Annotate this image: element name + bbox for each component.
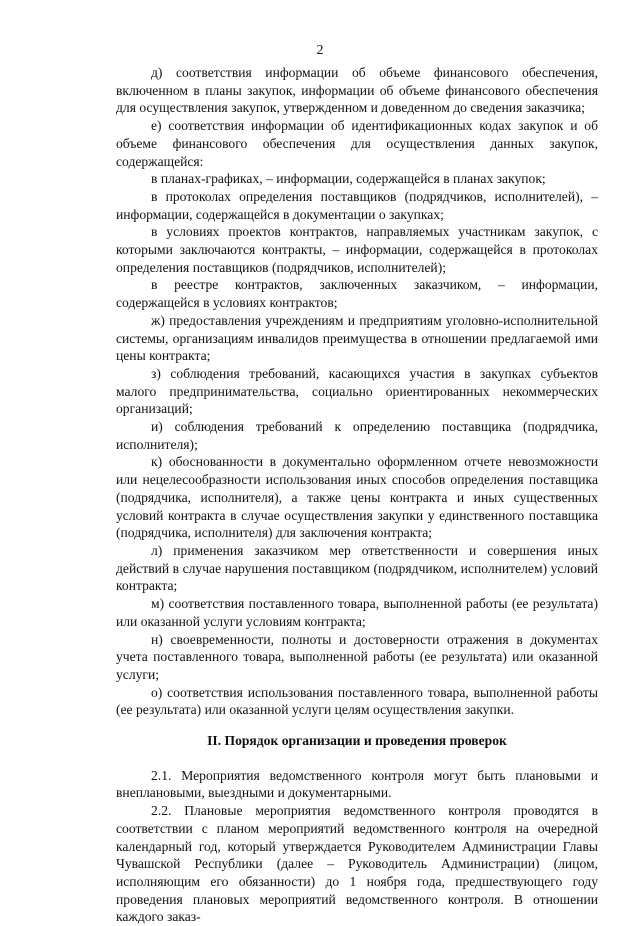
paragraph-item-m: м) соответствия поставленного товара, выполненной работы (ее результата) или оказанной услуги условиям контракта; [116,596,598,629]
paragraph-item-o: о) соответствия использования поставленного товара, выполненной работы (ее результата) или оказанной услуги целям осуществления закупки. [116,684,598,718]
paragraph-item-zh: ж) предоставления учреждениям и предприятиям уголовно-исполнительной системы, организациям инвалидов преимущества в отношении предлагаемой ими цены контракта; [116,312,598,364]
paragraph-item-k: к) обоснованности в документально оформленном отчете невозможности или нецелесообразности использования иных способов определения поставщика (подрядчика, исполнителя), а также цены контракта и иных существенных условий контракта в случае осуществления закупки у единственного поставщика (подрядчика, исполнителя) для заключения контракта; [116,454,598,541]
paragraph-item-l: л) применения заказчиком мер ответственности и совершения иных действий в случае нарушения поставщиком (подрядчиком, исполнителем) условий контракта; [116,542,598,594]
paragraph-item-i: и) соблюдения требований к определению поставщика (подрядчика, исполнителя); [116,419,598,452]
document-body [116,64,598,926]
section-heading: II. Порядок организации и проведения проверок [207,733,507,749]
paragraph-contract-registry: в реестре контрактов, заключенных заказчиком, – информации, содержащейся в условиях контрактов; [116,277,598,311]
paragraph-plans-schedules: в планах-графиках, – информации, содержащейся в планах закупок; [151,171,546,187]
page-number: 2 [316,43,324,58]
paragraph-contract-drafts: в условиях проектов контрактов, направляемых участникам закупок, с которыми заключаются контракты, – информации, содержащейся в протоколах определения поставщиков (подрядчиков, исполнителей); [116,224,598,275]
paragraph-item-n: н) своевременности, полноты и достоверности отражения в документах учета поставленного товара, выполненной работы (ее результата) или оказанной услуги; [116,631,598,682]
paragraph-2-1: 2.1. Мероприятия ведомственного контроля могут быть плановыми и внеплановыми, выездными и документарными. [116,767,598,801]
paragraph-item-e: е) соответствия информации об идентификационных кодах закупок и об объеме финансового обеспечения для осуществления данных закупок, содержащейся: [116,118,598,169]
paragraph-protocols: в протоколах определения поставщиков (подрядчиков, исполнителей), – информации, содержащейся в документации о закупках; [116,188,598,222]
paragraph-2-2: 2.2. Плановые мероприятия ведомственного контроля проводятся в соответствии с планом мероприятий ведомственного контроля на очередной календарный год, который утверждается Руководителем Администрации Главы Чувашской Республики (далее – Руководитель Администрации) (лицом, исполняющим его обязанности) до 1 ноября года, предшествующего году проведения плановых мероприятий ведомственного контроля. В отношении каждого заказ- [116,803,598,925]
paragraph-item-z: з) соблюдения требований, касающихся участия в закупках субъектов малого предпринимательства, социально ориентированных некоммерческих организаций; [116,365,598,417]
paragraph-item-d: д) соответствия информации об объеме финансового обеспечения, включенном в планы закупок, информации об объеме финансового обеспечения для осуществления закупок, утвержденном и доведенном до сведения заказчика; [116,65,598,116]
